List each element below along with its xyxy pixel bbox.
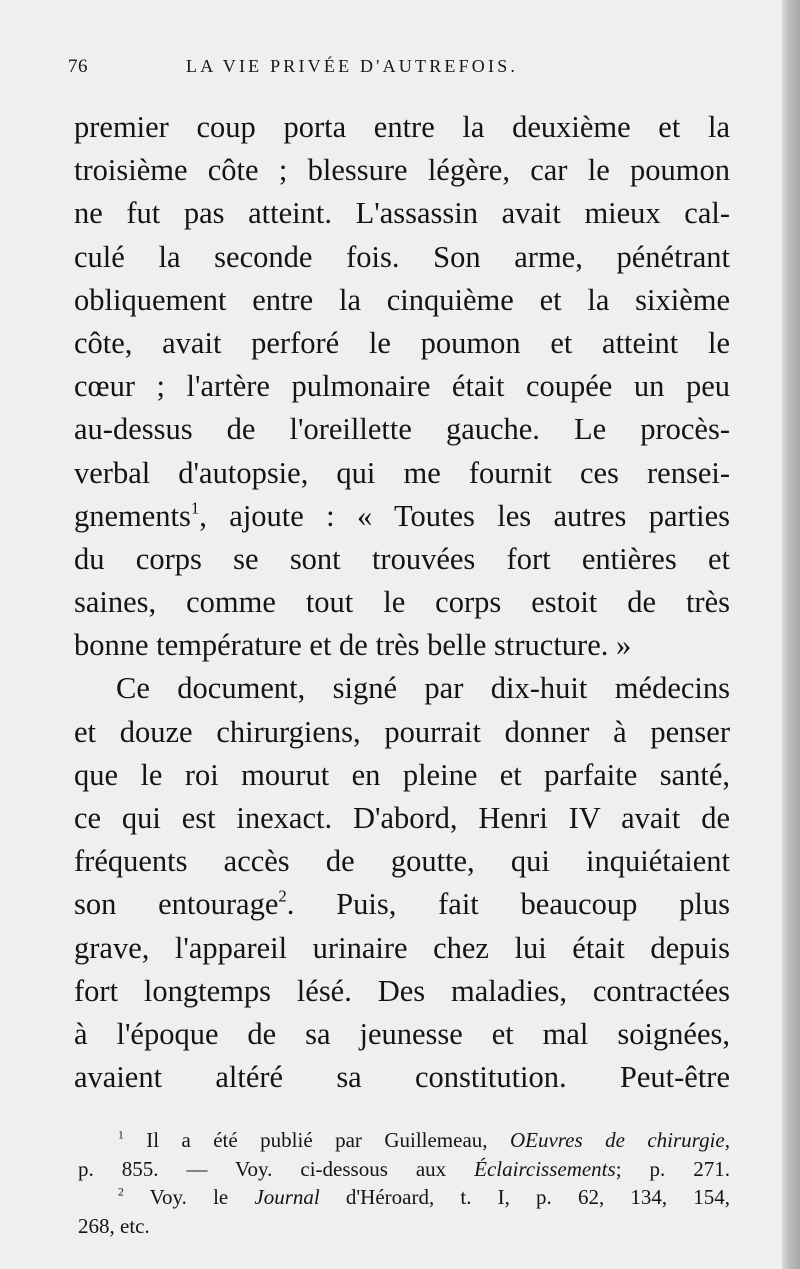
footnote-text: d'Héroard, t. I, p. 62, 134, 154, (319, 1185, 731, 1209)
text-line (74, 495, 730, 538)
text-line: fréquents accès de goutte, qui inquiétaient (74, 844, 730, 879)
footnote-text: Voy. le (149, 1185, 255, 1209)
text-run: son entourage (74, 887, 279, 922)
footnote-text: Il a été publié par Guillemeau, (146, 1128, 510, 1152)
footnote-italic: OEuvres de chirurgie (509, 1128, 725, 1152)
text-line: grave, l'appareil urinaire chez lui était depuis (74, 930, 730, 965)
footnote-mark-1: 1 (118, 1129, 124, 1142)
footnotes (78, 1126, 731, 1240)
text-line: au-dessus de l'oreillette gauche. Le procès- (74, 412, 730, 447)
text-line: Ce document, signé par dix-huit médecins (116, 671, 730, 706)
footnote-italic: Éclaircissements (474, 1156, 616, 1181)
footnote-1 (118, 1126, 730, 1155)
text-line: troisième côte ; blessure légère, car le poumon (74, 153, 730, 188)
footnote-mark-2: 2 (118, 1186, 124, 1199)
text-line: bonne température et de très belle structure. » (74, 628, 632, 663)
text-line: saines, comme tout le corps estoit de très (74, 585, 730, 620)
body-text (74, 106, 730, 1099)
text-line: côte, avait perforé le poumon et atteint le (74, 325, 730, 360)
footnote-2-cont: 268, etc. (78, 1213, 150, 1238)
text-line: que le roi mourut en pleine et parfaite santé, (74, 757, 730, 792)
text-line: culé la seconde fois. Son arme, pénétrant (74, 239, 730, 274)
text-line: ce qui est inexact. D'abord, Henri IV avait de (74, 801, 730, 835)
page-header (68, 56, 728, 86)
footnote-ref-2[interactable]: 2 (278, 886, 287, 906)
text-line: avaient altéré sa constitution. Peut-être (74, 1060, 730, 1095)
running-title: LA VIE PRIVÉE D'AUTREFOIS. (186, 56, 519, 76)
footnote-text: , (724, 1128, 730, 1152)
text-line: premier coup porta entre la deuxième et la (74, 110, 730, 144)
page-edge-shadow (782, 0, 800, 1269)
text-line: et douze chirurgiens, pourrait donner à penser (74, 714, 730, 749)
text-line: fort longtemps lésé. Des maladies, contractées (74, 973, 730, 1008)
text-run: , ajoute : « Toutes les autres parties (199, 498, 730, 533)
text-run: . Puis, fait beaucoup plus (286, 887, 730, 922)
text-line: ne fut pas atteint. L'assassin avait mieux cal- (74, 196, 730, 231)
footnote-text: p. 855. — Voy. ci-dessous aux (78, 1156, 475, 1181)
footnote-1-cont (78, 1155, 730, 1184)
text-line: du corps se sont trouvées fort entières et (74, 541, 730, 576)
text-line: obliquement entre la cinquième et la sixième (74, 282, 730, 317)
page-number: 76 (68, 56, 88, 77)
text-line: verbal d'autopsie, qui me fournit ces rensei- (74, 455, 730, 490)
footnote-2 (118, 1183, 730, 1212)
text-run: gnements (74, 498, 191, 533)
text-line (74, 883, 730, 926)
footnote-text: ; p. 271. (615, 1156, 730, 1181)
text-line: cœur ; l'artère pulmonaire était coupée un peu (74, 369, 730, 404)
text-line: à l'époque de sa jeunesse et mal soignées, (74, 1016, 730, 1051)
footnote-ref-1[interactable]: 1 (190, 498, 200, 518)
footnote-italic: Journal (254, 1185, 320, 1209)
